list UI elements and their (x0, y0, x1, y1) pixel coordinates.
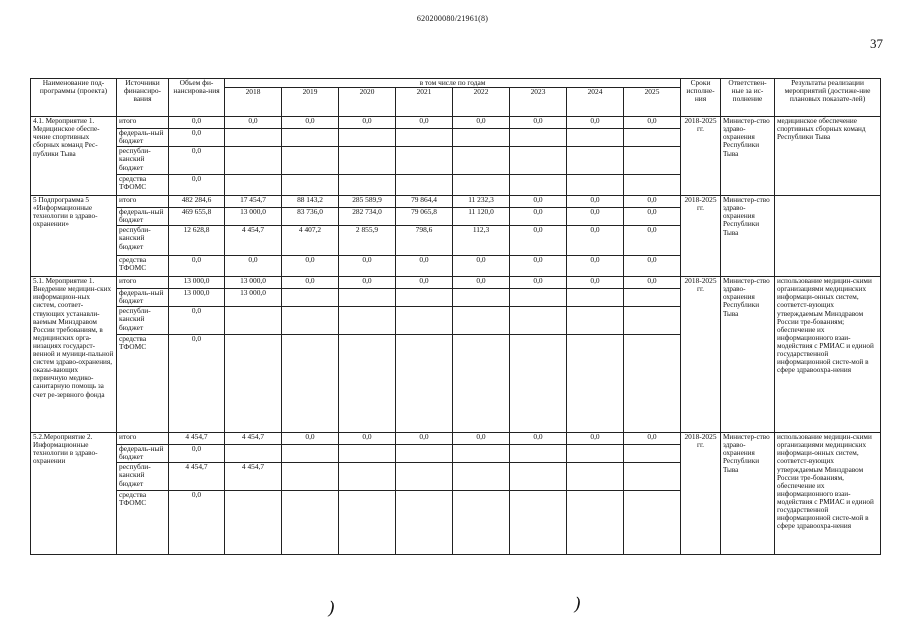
funding-source-cell: средства ТФОМС (117, 491, 169, 555)
volume-cell: 0,0 (169, 147, 225, 175)
year-value-cell: 0,0 (282, 256, 339, 277)
volume-cell: 0,0 (169, 307, 225, 335)
year-value-cell: 798,6 (396, 226, 453, 256)
funding-source-cell: федераль-ный бюджет (117, 289, 169, 307)
volume-cell: 0,0 (169, 256, 225, 277)
year-value-cell: 79 065,8 (396, 208, 453, 226)
year-value-cell: 0,0 (282, 277, 339, 289)
year-value-cell (510, 463, 567, 491)
year-value-cell (339, 445, 396, 463)
year-value-cell: 0,0 (510, 226, 567, 256)
year-value-cell: 0,0 (339, 256, 396, 277)
header-deadline: Сроки исполне-ния (681, 79, 721, 117)
result-cell (775, 196, 881, 277)
funding-source-cell: республи-канский бюджет (117, 147, 169, 175)
year-value-cell: 13 000,0 (225, 277, 282, 289)
program-name-cell: 5.2.Мероприятие 2. Информационные технологии в здраво-охранении (31, 433, 117, 555)
year-value-cell (510, 289, 567, 307)
year-value-cell (282, 491, 339, 555)
year-value-cell: 0,0 (567, 277, 624, 289)
year-value-cell (396, 175, 453, 196)
year-value-cell (453, 307, 510, 335)
year-value-cell (624, 463, 681, 491)
year-value-cell: 285 589,9 (339, 196, 396, 208)
header-by-years: в том числе по годам (225, 79, 681, 88)
year-value-cell: 0,0 (396, 256, 453, 277)
year-value-cell: 2 855,9 (339, 226, 396, 256)
funding-source-cell: федераль-ный бюджет (117, 445, 169, 463)
year-value-cell (339, 175, 396, 196)
header-year: 2018 (225, 88, 282, 117)
year-value-cell (225, 175, 282, 196)
year-value-cell: 0,0 (510, 196, 567, 208)
year-value-cell (567, 463, 624, 491)
year-value-cell (225, 147, 282, 175)
deadline-cell: 2018-2025 гг. (681, 117, 721, 196)
year-value-cell (453, 463, 510, 491)
year-value-cell (510, 147, 567, 175)
year-value-cell: 0,0 (396, 433, 453, 445)
year-value-cell (225, 335, 282, 433)
funding-source-cell: федераль-ный бюджет (117, 208, 169, 226)
document-code: 620200080/21961(8) (416, 14, 489, 23)
year-value-cell (396, 445, 453, 463)
year-value-cell: 0,0 (624, 433, 681, 445)
funding-source-cell: республи-канский бюджет (117, 307, 169, 335)
year-value-cell (567, 289, 624, 307)
year-value-cell (453, 335, 510, 433)
year-value-cell (396, 289, 453, 307)
year-value-cell (453, 289, 510, 307)
funding-source-cell: средства ТФОМС (117, 175, 169, 196)
header-year: 2025 (624, 88, 681, 117)
header-name: Наименование под-программы (проекта) (31, 79, 117, 117)
result-cell: использование медицин-скими организациями медицинских информаци-онных систем, соответст-вующих утверждаемым Минздравом России тре-бованиям; обеспечение их информационного взаи-модействия с РМИАС и единой государственной информационной систе-мой в сфере здравоохра-нения (775, 277, 881, 433)
year-value-cell (624, 491, 681, 555)
year-value-cell (396, 129, 453, 147)
year-value-cell (339, 289, 396, 307)
year-value-cell (567, 147, 624, 175)
year-value-cell: 0,0 (396, 117, 453, 129)
year-value-cell (453, 445, 510, 463)
year-value-cell: 13 000,0 (225, 289, 282, 307)
header-year: 2019 (282, 88, 339, 117)
year-value-cell (624, 175, 681, 196)
year-value-cell (624, 335, 681, 433)
year-value-cell: 0,0 (453, 277, 510, 289)
volume-cell: 482 284,6 (169, 196, 225, 208)
year-value-cell (282, 335, 339, 433)
handwritten-mark: ) (574, 594, 582, 615)
year-value-cell (510, 129, 567, 147)
year-value-cell (510, 491, 567, 555)
table-row (31, 117, 881, 129)
funding-source-cell: средства ТФОМС (117, 335, 169, 433)
year-value-cell (282, 175, 339, 196)
year-value-cell (567, 335, 624, 433)
year-value-cell: 0,0 (510, 117, 567, 129)
year-value-cell: 0,0 (567, 117, 624, 129)
year-value-cell (510, 335, 567, 433)
year-value-cell: 0,0 (624, 117, 681, 129)
volume-cell: 0,0 (169, 117, 225, 129)
volume-cell: 0,0 (169, 129, 225, 147)
year-value-cell (510, 175, 567, 196)
year-value-cell (282, 289, 339, 307)
volume-cell: 0,0 (169, 491, 225, 555)
year-value-cell: 13 000,0 (225, 208, 282, 226)
year-value-cell (282, 445, 339, 463)
year-value-cell (339, 491, 396, 555)
year-value-cell: 0,0 (282, 117, 339, 129)
deadline-cell: 2018-2025 гг. (681, 196, 721, 277)
volume-cell: 0,0 (169, 175, 225, 196)
header-year: 2024 (567, 88, 624, 117)
year-value-cell (339, 463, 396, 491)
year-value-cell (282, 147, 339, 175)
year-value-cell: 0,0 (339, 433, 396, 445)
year-value-cell (225, 445, 282, 463)
funding-source-cell: итого (117, 196, 169, 208)
year-value-cell: 0,0 (225, 117, 282, 129)
volume-cell: 0,0 (169, 335, 225, 433)
handwritten-mark: ) (328, 598, 336, 619)
year-value-cell: 0,0 (225, 256, 282, 277)
header-source: Источники финансиро-вания (117, 79, 169, 117)
volume-cell: 12 628,8 (169, 226, 225, 256)
year-value-cell (282, 463, 339, 491)
year-value-cell: 83 736,0 (282, 208, 339, 226)
year-value-cell: 4 454,7 (225, 433, 282, 445)
result-cell: медицинское обеспечение спортивных сборных команд Республики Тыва (775, 117, 881, 196)
volume-cell: 4 454,7 (169, 463, 225, 491)
year-value-cell: 4 407,2 (282, 226, 339, 256)
year-value-cell (624, 307, 681, 335)
deadline-cell: 2018-2025 гг. (681, 277, 721, 433)
year-value-cell (225, 129, 282, 147)
year-value-cell (339, 335, 396, 433)
year-value-cell (567, 307, 624, 335)
year-value-cell: 0,0 (510, 277, 567, 289)
year-value-cell: 0,0 (567, 256, 624, 277)
year-value-cell: 0,0 (624, 196, 681, 208)
year-value-cell: 0,0 (624, 208, 681, 226)
year-value-cell (567, 491, 624, 555)
table-body (31, 117, 881, 555)
funding-source-cell: республи-канский бюджет (117, 226, 169, 256)
year-value-cell (282, 307, 339, 335)
year-value-cell (567, 445, 624, 463)
funding-source-cell: итого (117, 117, 169, 129)
responsible-cell: Министер-ство здраво-охранения Республики Тыва (721, 196, 775, 277)
year-value-cell (567, 129, 624, 147)
program-name-cell: 5 Подпрограмма 5 «Информационные технологии в здраво-охранении» (31, 196, 117, 277)
year-value-cell (510, 445, 567, 463)
header-year: 2021 (396, 88, 453, 117)
year-value-cell: 0,0 (453, 256, 510, 277)
year-value-cell: 11 232,3 (453, 196, 510, 208)
header-results: Результаты реализации мероприятий (достиже-ние плановых показате-лей) (775, 79, 881, 117)
year-value-cell (453, 175, 510, 196)
program-name-cell: 5.1. Мероприятие 1. Внедрение медицин-ских информацион-ных систем, соответ-ствующих устанавли-ваемым Минздравом России требованиям, в медицинских орга-низациях государст-венной и муници-пальной систем здраво-охранения, оказы-вающих первичную медико-санитарную помощь за счет ре-зервного фонда (31, 277, 117, 433)
header-volume: Объем фи-нансирова-ния (169, 79, 225, 117)
year-value-cell: 0,0 (396, 277, 453, 289)
table-row (31, 277, 881, 289)
year-value-cell (624, 147, 681, 175)
year-value-cell (624, 129, 681, 147)
year-value-cell: 0,0 (510, 256, 567, 277)
volume-cell: 13 000,0 (169, 289, 225, 307)
year-value-cell: 0,0 (567, 433, 624, 445)
year-value-cell: 0,0 (567, 196, 624, 208)
year-value-cell (396, 307, 453, 335)
year-value-cell: 11 120,0 (453, 208, 510, 226)
volume-cell: 469 655,8 (169, 208, 225, 226)
year-value-cell: 0,0 (339, 277, 396, 289)
table-row (31, 433, 881, 445)
table-row (31, 196, 881, 208)
year-value-cell: 0,0 (510, 433, 567, 445)
result-cell: использование медицин-скими организациями медицинских информаци-онных систем, соответст-вующих утверждаемым Минздравом России тре-бованиям, обеспечение их информационного взаи-модействия с РМИАС и единой государственной информационной систе-мой в сфере здравоохра-нения (775, 433, 881, 555)
year-value-cell (567, 175, 624, 196)
year-value-cell (282, 129, 339, 147)
funding-source-cell: федераль-ный бюджет (117, 129, 169, 147)
page-number: 37 (870, 36, 883, 51)
funding-source-cell: республи-канский бюджет (117, 463, 169, 491)
year-value-cell: 4 454,7 (225, 226, 282, 256)
funding-source-cell: итого (117, 433, 169, 445)
header-year: 2023 (510, 88, 567, 117)
responsible-cell: Министер-ство здраво-охранения Республики Тыва (721, 433, 775, 555)
year-value-cell: 0,0 (510, 208, 567, 226)
year-value-cell (339, 147, 396, 175)
budget-table (30, 78, 881, 555)
volume-cell: 13 000,0 (169, 277, 225, 289)
responsible-cell: Министер-ство здраво-охранения Республики Тыва (721, 277, 775, 433)
year-value-cell: 112,3 (453, 226, 510, 256)
year-value-cell (396, 463, 453, 491)
year-value-cell (339, 307, 396, 335)
year-value-cell: 0,0 (624, 226, 681, 256)
year-value-cell: 0,0 (282, 433, 339, 445)
year-value-cell: 17 454,7 (225, 196, 282, 208)
year-value-cell: 0,0 (453, 433, 510, 445)
year-value-cell (225, 491, 282, 555)
year-value-cell (453, 147, 510, 175)
volume-cell: 0,0 (169, 445, 225, 463)
funding-source-cell: средства ТФОМС (117, 256, 169, 277)
year-value-cell: 0,0 (339, 117, 396, 129)
responsible-cell: Министер-ство здраво-охранения Республики Тыва (721, 117, 775, 196)
header-year: 2020 (339, 88, 396, 117)
year-value-cell: 0,0 (624, 277, 681, 289)
year-value-cell: 79 864,4 (396, 196, 453, 208)
year-value-cell: 0,0 (567, 208, 624, 226)
year-value-cell (510, 307, 567, 335)
year-value-cell (453, 491, 510, 555)
year-value-cell: 4 454,7 (225, 463, 282, 491)
header-year: 2022 (453, 88, 510, 117)
year-value-cell: 0,0 (453, 117, 510, 129)
funding-source-cell: итого (117, 277, 169, 289)
year-value-cell: 88 143,2 (282, 196, 339, 208)
year-value-cell (624, 289, 681, 307)
year-value-cell (624, 445, 681, 463)
year-value-cell: 0,0 (624, 256, 681, 277)
year-value-cell (396, 147, 453, 175)
year-value-cell (339, 129, 396, 147)
year-value-cell (225, 307, 282, 335)
year-value-cell: 0,0 (567, 226, 624, 256)
program-name-cell: 4.1. Мероприятие 1. Медицинское обеспе-чение спортивных сборных команд Рес-публики Тыва (31, 117, 117, 196)
deadline-cell: 2018-2025 гг. (681, 433, 721, 555)
year-value-cell (453, 129, 510, 147)
year-value-cell (396, 335, 453, 433)
year-value-cell (396, 491, 453, 555)
year-value-cell: 282 734,0 (339, 208, 396, 226)
header-responsible: Ответствен-ные за ис-полнение (721, 79, 775, 117)
volume-cell: 4 454,7 (169, 433, 225, 445)
table-header-row (31, 79, 881, 88)
